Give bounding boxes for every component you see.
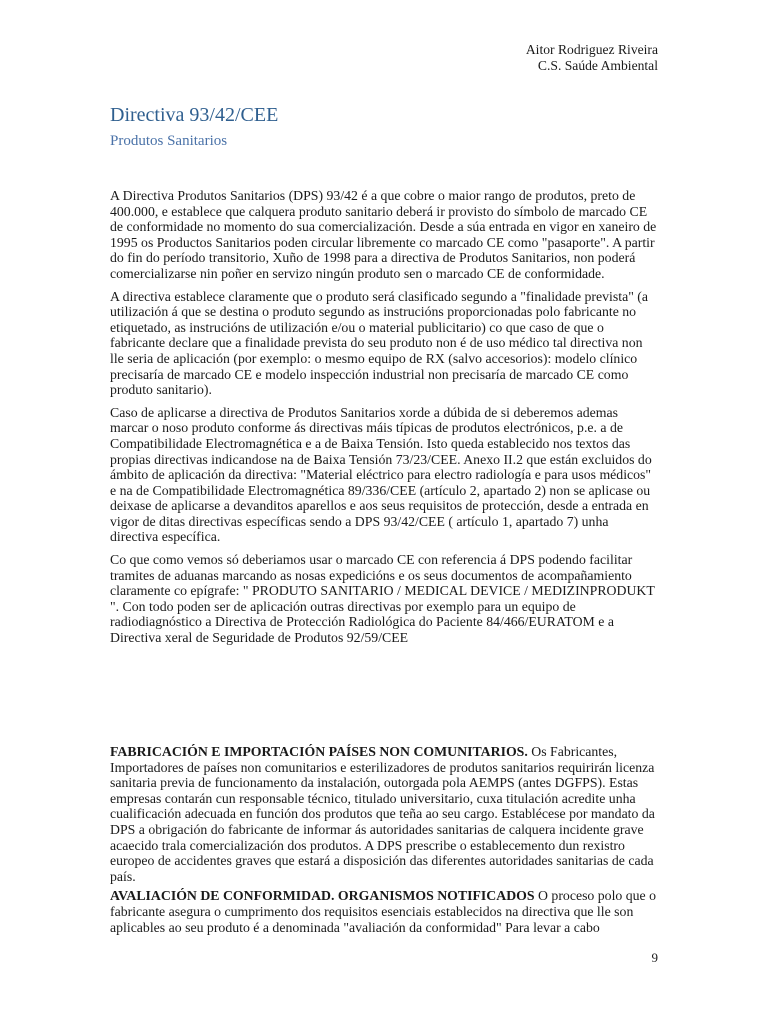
section-heading: FABRICACIÓN E IMPORTACIÓN PAÍSES NON COMUNITARIOS.	[110, 744, 528, 759]
paragraph: A Directiva Produtos Sanitarios (DPS) 93/42 é a que cobre o maior rango de produtos, preto de 400.000, e establece que calquera produto sanitario deberá ir provisto do símbolo de marcado CE de conformidade no momento do sua comercialización. Desde a súa entrada en vigor en xaneiro de 1995 os Productos Sanitarios poden circular libremente co marcado CE como "pasaporte". A partir do fin do período transitorio, Xuño de 1998 para a directiva de Produtos Sanitarios, non poderá comercializarse nin poñer en servizo ningún produto sen o marcado CE de conformidade.	[110, 188, 657, 281]
page-header	[526, 42, 658, 74]
intro-body	[110, 188, 658, 653]
document-subtitle: Produtos Sanitarios	[110, 133, 228, 149]
paragraph: A directiva establece claramente que o produto será clasificado segundo a "finalidade prevista" (a utilización á que se destina o produto segundo as instrucións proporcionadas polo fabricante no etiquetado, as instrucións de utilización e/ou o material publicitario) co que caso de que o fabricante declare que a finalidade prevista do seu produto non é de uso médico tal directiva non lle seria de aplicación (por exemplo: o mesmo equipo de RX (salvo accesorios): modelo clínico precisaría de marcado CE e modelo inspección industrial non precisaría de marcado CE como produto sanitario).	[110, 288, 648, 398]
paragraph: Co que como vemos só deberiamos usar o marcado CE con referencia á DPS podendo facilitar tramites de aduanas marcando as nosas expedicións e os seus documentos de acompañamiento claramente co epígrafe: " PRODUTO SANITARIO / MEDICAL DEVICE / MEDIZINPRODUKT ". Con todo poden ser de aplicación outras directivas por exemplo para un equipo de radiodiagnóstico a Directiva de Protección Radiológica do Paciente 84/466/EURATOM e a Directiva xeral de Seguridade de Produtos 92/59/CEE	[110, 552, 655, 646]
section-text: Os Fabricantes, Importadores de países non comunitarios e esterilizadores de produtos sanitarios requirirán licenza sanitaria previa de funcionamento da instalación, outorgada pola AEMPS (antes DGFPS). Estas empresas contarán cun responsable técnico, titulado universitario, cuxa titulación acredite unha cualificación adecuada en función dos produtos que teña ao seu cargo. Establécese por mandato da DPS a obrigación do fabricante de informar ás autoridades sanitarias de calquera incidente grave acaecido trala comercialización dos produtos. A DPS prescribe o establecemento dun rexistro europeo de accidentes graves que estará a disposición das diferentes autoridades sanitarias de cada país.	[110, 744, 655, 884]
document-title: Directiva 93/42/CEE	[110, 104, 279, 126]
page-number: 9	[651, 950, 658, 965]
section-heading: AVALIACIÓN DE CONFORMIDAD. ORGANISMOS NOTIFICADOS	[110, 888, 535, 904]
section-fabricacion	[110, 744, 658, 884]
section-avaliacion	[110, 888, 658, 935]
sections-body	[110, 744, 658, 939]
header-author: Aitor Rodriguez Riveira	[525, 42, 658, 57]
paragraph: Caso de aplicarse a directiva de Produtos Sanitarios xorde a dúbida de si deberemos ademas marcar o noso produto conforme ás directivas máis típicas de produtos electrónicos, p.e. a de Compatibilidade Electromagnética e a de Baixa Tensión. Isto queda establecido nos textos das propias directivas indicandose na de Baixa Tensión 73/23/CEE. Anexo II.2 que están excluidos do ámbito de aplicación da directiva: "Material eléctrico para electro radiología e para usos médicos" e na de Compatibilidade Electromagnética 89/336/CEE (artículo 2, apartado 2) non se aplicase ou deixase de aplicarse a devanditos aparellos e aos seus requisitos de protección, desde a entrada en vigor de ditas directivas específicas sendo a DPS 93/42/CEE ( artículo 1, apartado 7) unha directiva específica.	[110, 404, 652, 545]
header-department: C.S. Saúde Ambiental	[537, 58, 658, 73]
section-text: O proceso polo que o fabricante asegura o cumprimento dos requisitos esenciais establecidos na directiva que lle son aplicables ao seu produto é a denominada "avaliación da conformidad" Para levar a cabo	[110, 888, 657, 935]
